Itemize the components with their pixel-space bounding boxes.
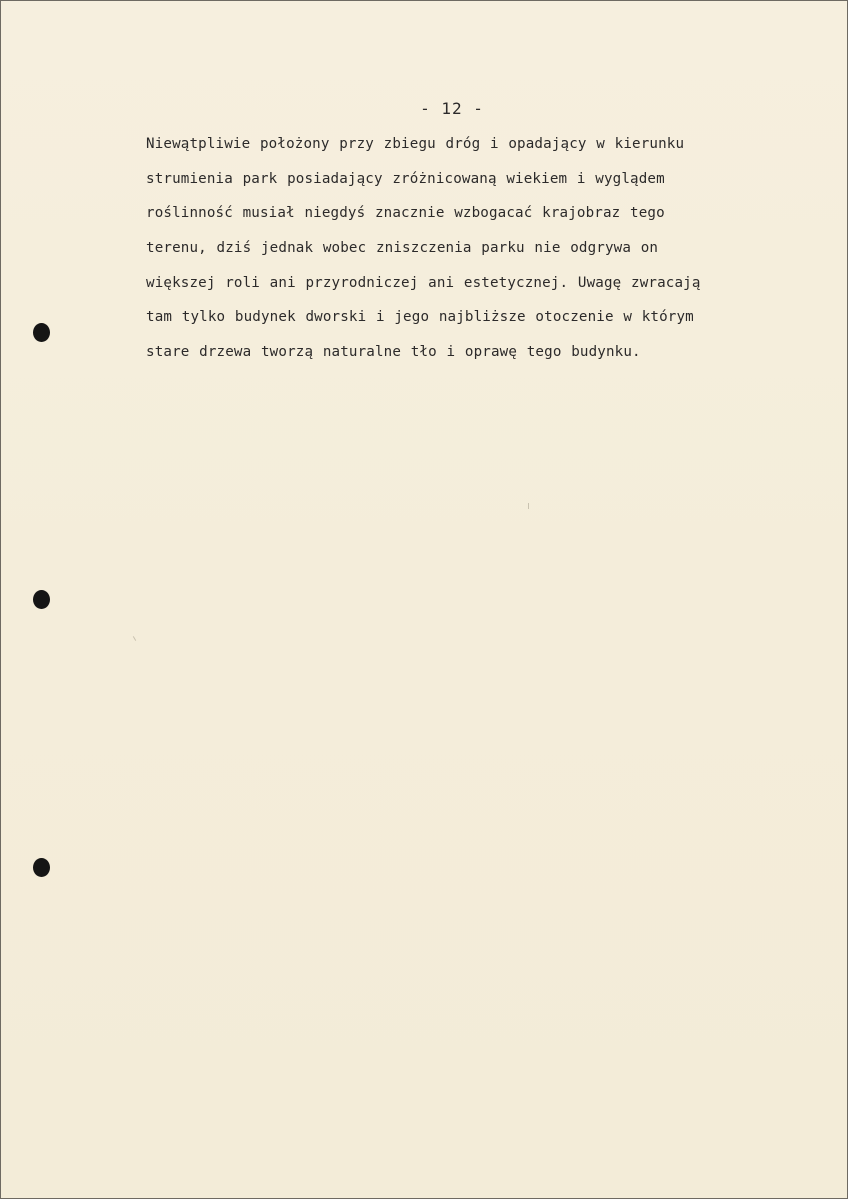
page-number: - 12 - [420,99,484,118]
text-line: strumienia park posiadający zróżnicowaną wiekiem i wyglądem [146,170,665,187]
text-line: roślinność musiał niegdyś znacznie wzbogacać krajobraz tego [146,205,665,222]
text-line: stare drzewa tworzą naturalne tło i oprawę tego budynku. [146,344,641,361]
punch-hole-icon [33,323,50,342]
text-line: Niewątpliwie położony przy zbiegu dróg i opadający w kierunku [146,136,685,152]
punch-hole-icon [33,590,50,609]
text-line: większej roli ani przyrodniczej ani estetycznej. Uwagę zwracają [146,274,701,291]
punch-hole-icon [33,858,50,877]
body-paragraph [146,131,826,374]
text-line: terenu, dziś jednak wobec zniszczenia parku nie odgrywa on [146,240,659,257]
text-line: tam tylko budynek dworski i jego najbliższe otoczenie w którym [146,309,694,326]
paper-speck [528,503,529,509]
